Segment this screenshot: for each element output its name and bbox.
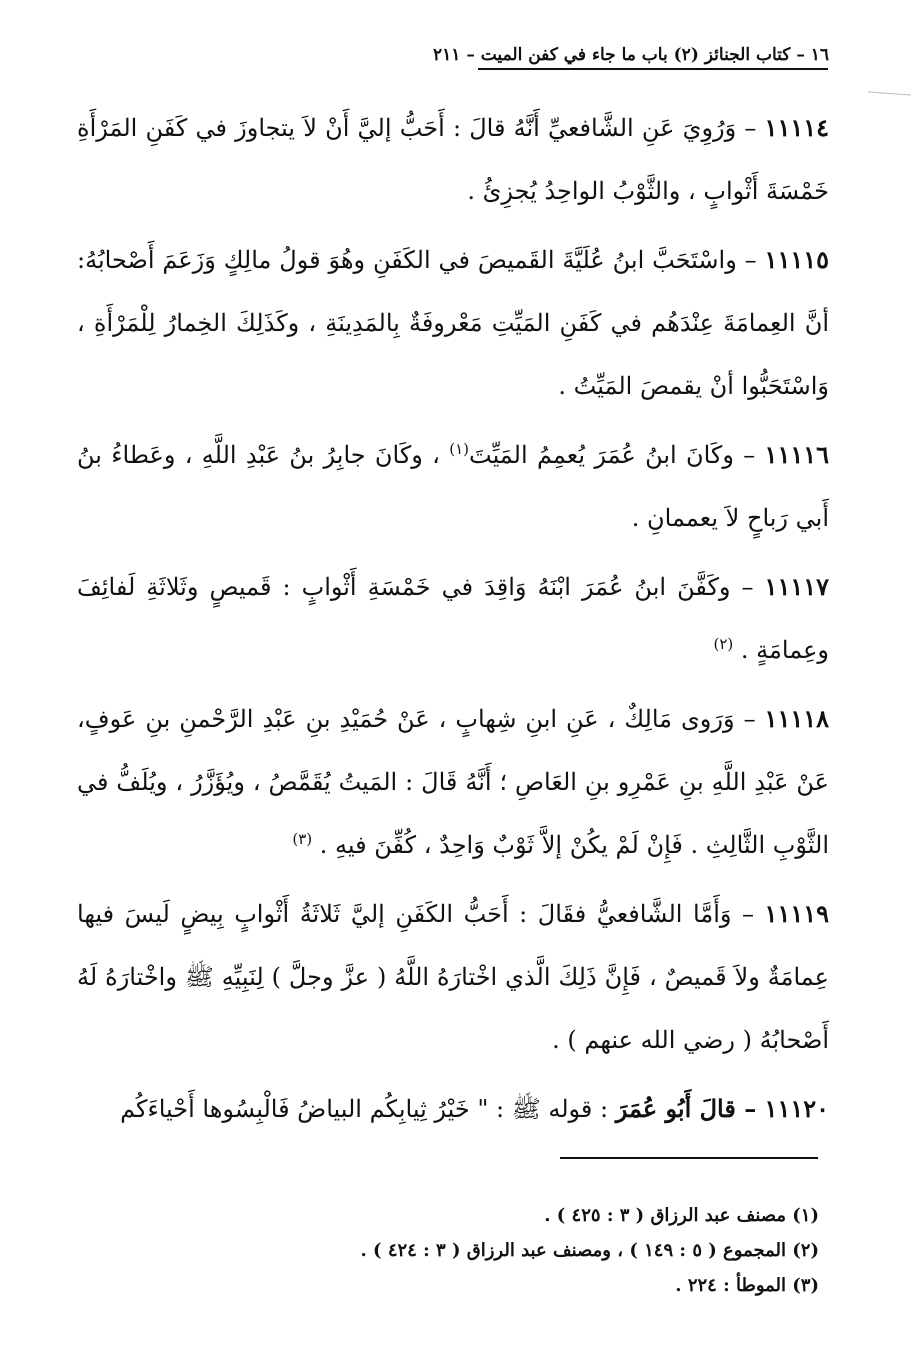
paragraph-text: – وكَفَّنَ ابنُ عُمَرَ ابْنَهُ وَاقِدَ في خَمْسَةِ أَثْوابٍ : قَميصٍ وثَلاثَةِ لَفائِفَ وعِمامَةٍ . <box>77 573 829 664</box>
paragraph-text: – وَرَوى مَالِكٌ ، عَنِ ابنِ شِهابٍ ، عَنْ حُمَيْدِ بنِ عَبْدِ الرَّحْمنِ بنِ عَوفٍ، عَنْ عَبْدِ اللَّهِ بنِ عَمْرِو بنِ العَاصِ ؛ أَنَّهُ قَالَ : المَيتُ يُقَمَّصُ ، ويُؤَزَّرُ ، ويُلَفُّ في الثَّوْبِ الثَّالِثِ . فَإِنْ لَمْ يكُنْ إلاَّ ثَوْبٌ وَاحِدٌ ، كُفِّنَ فيهِ . <box>77 705 829 859</box>
paragraph-11118 <box>77 687 829 877</box>
paragraph-lead: – قالَ أَبُو عُمَرَ <box>615 1094 765 1123</box>
paragraph-text-continued: ، وكَانَ جابِرُ بنُ عَبْدِ اللَّهِ ، وعَطاءُ بنُ أَبي رَباحٍ لاَ يعممانِ . <box>77 441 829 532</box>
paragraph-number: ١١١١٧ <box>764 572 829 601</box>
main-text <box>77 96 829 1146</box>
footnote-ref[interactable]: (١) <box>449 440 469 458</box>
footnote-ref[interactable]: (٣) <box>292 830 313 848</box>
paragraph-text: – وَرُوِيَ عَنِ الشَّافعيِّ أَنَّهُ قالَ : أَحَبُّ إليَّ أَنْ لاَ يتجاوزَ في كَفَنِ المَرْأَةِ خَمْسَةَ أَثْوابٍ ، والثَّوْبُ الواحِدُ يُجزِئُ . <box>77 114 829 205</box>
paragraph-text: – وَأَمَّا الشَّافعيُّ فقَالَ : أَحَبُّ الكَفَنِ إليَّ ثَلاثَةُ أَثْوابٍ بِيضٍ لَيسَ فيها عِمامَةٌ ولاَ قَميصٌ ، فَإِنَّ ذَلِكَ الَّذي اخْتارَهُ اللَّهُ ( عزَّ وجلَّ ) لِنَبِيِّهِ ﷺ واخْتارَهُ لَهُ أَصْحابُهُ ( رضي الله عنهم ) . <box>77 900 829 1054</box>
paragraph-number: ١١١١٦ <box>764 440 829 469</box>
paragraph-11116 <box>77 423 829 550</box>
footnote-3: (٣) الموطأ : ٢٢٤ . <box>675 1275 819 1296</box>
paragraph-text: – واسْتَحَبَّ ابنُ عُلَيَّةَ القَميصَ في الكَفَنِ وهُوَ قولُ مالِكٍ وَزَعَمَ أَصْحابُهُ: أنَّ العِمامَةَ عِنْدَهُم في كَفَنِ المَيِّتِ مَعْروفَةٌ بِالمَدِينَةِ ، وكَذَلِكَ الخِمارُ لِلْمَرْأَةِ ، وَاسْتَحَبُّوا أنْ يقمصَ المَيِّتُ . <box>77 246 829 400</box>
running-header <box>433 44 829 66</box>
paragraph-11115 <box>77 228 829 418</box>
footnote-2: (٢) المجموع ( ٥ : ١٤٩ ) ، ومصنف عبد الرزاق ( ٣ : ٤٢٤ ) . <box>360 1240 819 1261</box>
margin-mark <box>868 92 911 96</box>
paragraph-number: ١١١١٤ <box>764 113 829 142</box>
footnote-rule <box>560 1157 818 1159</box>
footnote-ref[interactable]: (٢) <box>713 635 734 653</box>
paragraph-number: ١١١١٩ <box>764 899 829 928</box>
header-title: ١٦ – كتاب الجنائز (٢) باب ما جاء في كفن الميت – ٢١١ <box>433 45 829 65</box>
paragraph-number: ١١١١٨ <box>764 704 829 733</box>
footnotes <box>79 1198 819 1303</box>
paragraph-number: ١١١١٥ <box>764 245 829 274</box>
paragraph-number: ١١١٢٠ <box>764 1094 829 1123</box>
paragraph-11120 <box>77 1077 829 1141</box>
paragraph-text: – وكَانَ ابنُ عُمَرَ يُعمِمُ المَيِّتَ <box>469 441 765 469</box>
paragraph-11114 <box>77 96 829 223</box>
paragraph-text: : قوله ﷺ : " خَيْرُ ثِيابِكُم البياضُ فَالْبِسُوها أَحْياءَكُم <box>120 1095 616 1123</box>
footnote-1: (١) مصنف عبد الرزاق ( ٣ : ٤٢٥ ) . <box>544 1205 819 1226</box>
paragraph-11119 <box>77 882 829 1072</box>
paragraph-11117 <box>77 555 829 682</box>
header-rule <box>478 68 828 70</box>
